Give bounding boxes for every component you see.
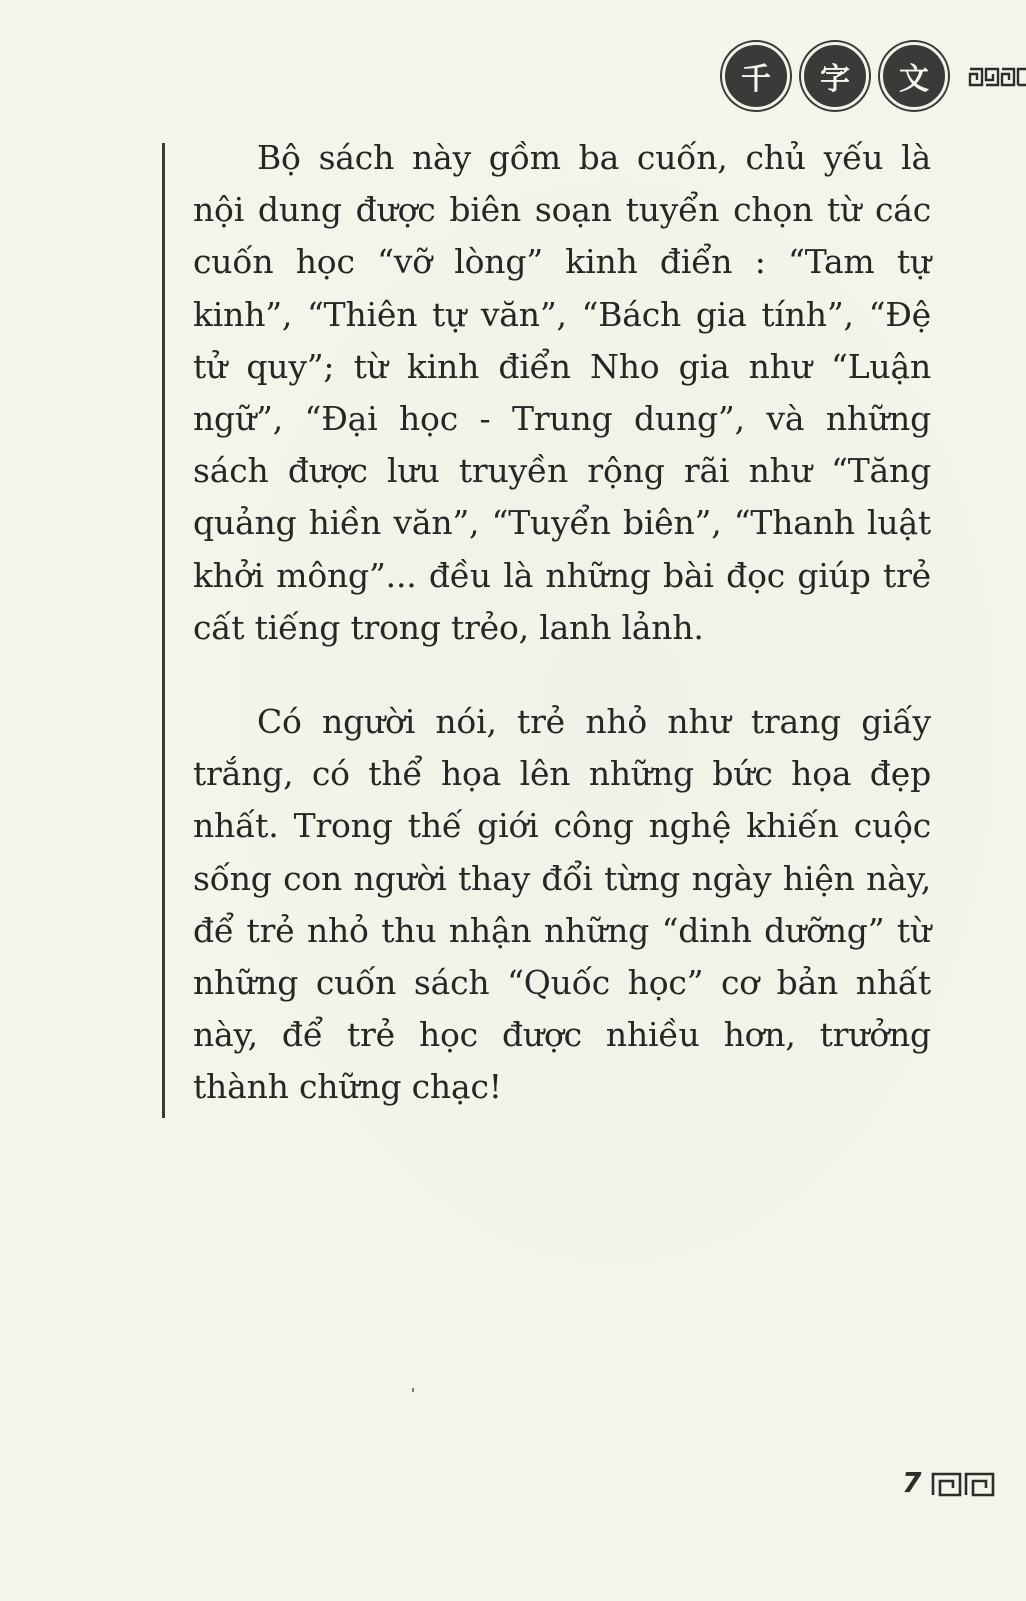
vertical-margin-rule	[162, 143, 165, 1118]
greek-key-ornament-icon	[968, 66, 1026, 88]
header-emblems	[722, 42, 948, 110]
print-speck	[412, 1388, 414, 1392]
page-number: 7	[902, 1466, 922, 1499]
paragraph-2: Có người nói, trẻ nhỏ như trang giấy trắng, có thể họa lên những bức họa đẹp nhất. Trong thế giới công nghệ khiến cuộc sống con người thay đổi từng ngày hiện này, để trẻ nhỏ thu nhận những “dinh dưỡng” từ những cuốn sách “Quốc học” cơ bản nhất này, để trẻ học được nhiều hơn, trưởng thành chững chạc!	[193, 702, 931, 1107]
greek-key-footer-icon	[930, 1470, 996, 1498]
emblem-circle-3: 文	[880, 42, 948, 110]
paragraph-1: Bộ sách này gồm ba cuốn, chủ yếu là nội dung được biên soạn tuyển chọn từ các cuốn học “vỡ lòng” kinh điển : “Tam tự kinh”, “Thiên tự văn”, “Bách gia tính”, “Đệ tử quy”; từ kinh điển Nho gia như “Luận ngữ”, “Đại học - Trung dung”, và những sách được lưu truyền rộng rãi như “Tăng quảng hiền văn”, “Tuyển biên”, “Thanh luật khởi mông”... đều là những bài đọc giúp trẻ cất tiếng trong trẻo, lanh lảnh.	[193, 138, 931, 647]
main-text	[193, 132, 931, 1114]
emblem-circle-1: 千	[722, 42, 790, 110]
emblem-circle-2: 字	[801, 42, 869, 110]
